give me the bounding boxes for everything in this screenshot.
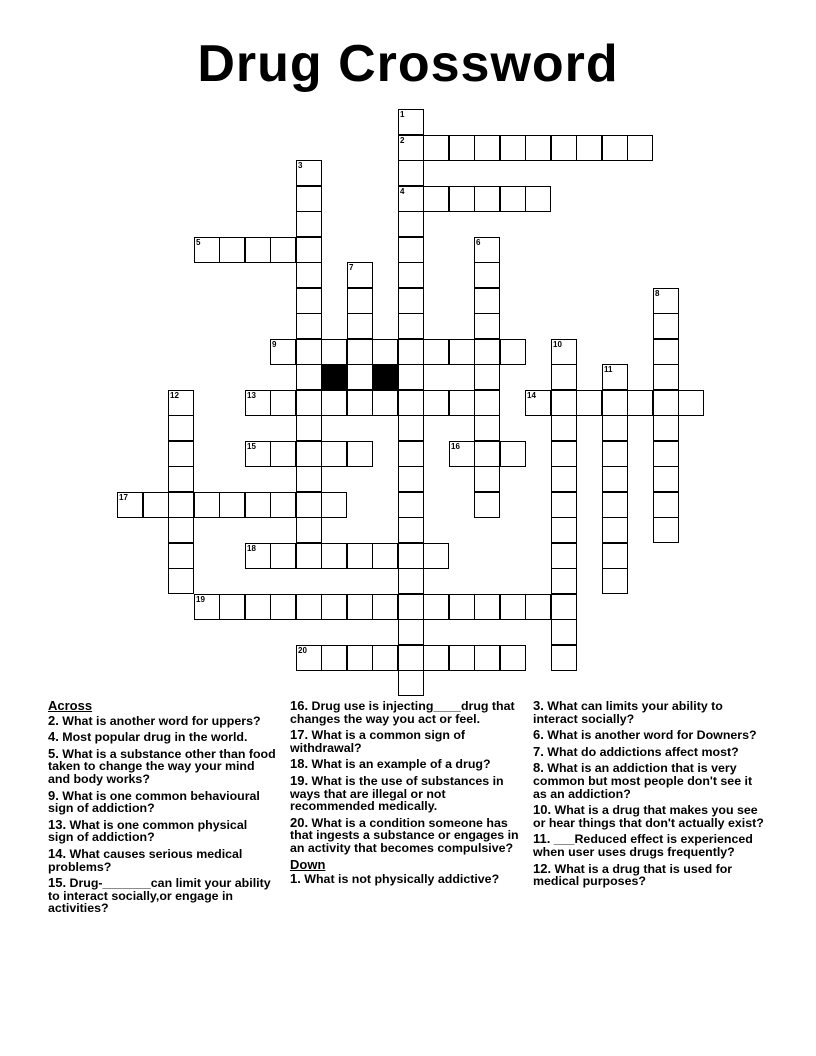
- grid-cell[interactable]: [525, 390, 551, 416]
- grid-cell[interactable]: [551, 390, 577, 416]
- grid-cell[interactable]: [449, 135, 475, 161]
- grid-cell[interactable]: [398, 543, 424, 569]
- clue-item: [48, 816, 276, 845]
- grid-cell[interactable]: [474, 466, 500, 492]
- clue-text: What can limits your ability to interact socially?: [533, 699, 723, 726]
- grid-cell[interactable]: [398, 670, 424, 696]
- grid-cell[interactable]: [296, 313, 322, 339]
- clue-number: 9: [272, 340, 277, 349]
- grid-cell[interactable]: [168, 492, 194, 518]
- grid-cell[interactable]: [168, 390, 194, 416]
- clue-number: 6: [476, 238, 481, 247]
- grid-cell[interactable]: [296, 262, 322, 288]
- clue-label: 12.: [533, 860, 552, 876]
- clue-number: 3: [298, 161, 303, 170]
- grid-cell[interactable]: [270, 339, 296, 365]
- clue-item: [48, 745, 276, 786]
- grid-cell[interactable]: [551, 645, 577, 671]
- grid-cell[interactable]: [398, 211, 424, 237]
- clue-item: [48, 845, 276, 874]
- clue-item: [48, 877, 276, 915]
- clue-number: 1: [400, 110, 405, 119]
- clue-item: [290, 758, 522, 771]
- grid-cell[interactable]: [347, 543, 373, 569]
- clue-number: 15: [247, 442, 256, 451]
- grid-cell[interactable]: [474, 237, 500, 263]
- grid-cell[interactable]: [525, 135, 551, 161]
- grid-cell[interactable]: [398, 619, 424, 645]
- grid-cell[interactable]: [602, 492, 628, 518]
- clue-text: What is not physically addictive?: [300, 872, 500, 887]
- clue-label: 17.: [290, 727, 309, 743]
- grid-cell[interactable]: [500, 339, 526, 365]
- clue-text: What is another word for uppers?: [58, 713, 261, 728]
- clue-text: What is a drug that makes you see or hear things that don't actually exist?: [533, 803, 764, 830]
- clue-item: [290, 772, 522, 814]
- grid-cell[interactable]: [474, 415, 500, 441]
- clue-item: [48, 731, 276, 744]
- grid-cell[interactable]: [372, 645, 398, 671]
- grid-cell[interactable]: [398, 109, 424, 135]
- clue-label: 4.: [48, 729, 59, 745]
- grid-cell[interactable]: [423, 135, 449, 161]
- grid-cell[interactable]: [423, 543, 449, 569]
- grid-cell[interactable]: [551, 364, 577, 390]
- clue-number: 17: [119, 493, 128, 502]
- grid-cell[interactable]: [219, 594, 245, 620]
- grid-cell[interactable]: [602, 415, 628, 441]
- clue-item: [533, 860, 765, 889]
- clue-number: 4: [400, 187, 405, 196]
- grid-cell[interactable]: [347, 313, 373, 339]
- grid-cell[interactable]: [525, 186, 551, 212]
- grid-cell[interactable]: [500, 441, 526, 467]
- clue-item: [533, 729, 765, 742]
- clue-column-3: [533, 700, 765, 892]
- grid-cell[interactable]: [602, 466, 628, 492]
- grid-cell[interactable]: [602, 517, 628, 543]
- grid-cell[interactable]: [474, 186, 500, 212]
- grid-cell[interactable]: [525, 594, 551, 620]
- grid-cell[interactable]: [398, 390, 424, 416]
- grid-cell[interactable]: [627, 135, 653, 161]
- grid-cell[interactable]: [627, 390, 653, 416]
- clue-column-1: [48, 700, 276, 919]
- grid-cell[interactable]: [347, 390, 373, 416]
- grid-cell[interactable]: [347, 364, 373, 390]
- clue-number: 20: [298, 646, 307, 655]
- grid-cell[interactable]: [602, 568, 628, 594]
- clue-number: 2: [400, 136, 405, 145]
- grid-cell[interactable]: [653, 339, 679, 365]
- grid-cell[interactable]: [398, 135, 424, 161]
- clue-number: 12: [170, 391, 179, 400]
- grid-cell[interactable]: [653, 415, 679, 441]
- grid-cell[interactable]: [449, 390, 475, 416]
- clue-label: 20.: [290, 814, 309, 830]
- grid-cell[interactable]: [296, 415, 322, 441]
- grid-cell[interactable]: [398, 288, 424, 314]
- clue-number: 5: [196, 238, 201, 247]
- grid-cell[interactable]: [347, 262, 373, 288]
- clue-number: 11: [604, 365, 613, 374]
- grid-cell[interactable]: [296, 237, 322, 263]
- grid-cell[interactable]: [551, 594, 577, 620]
- grid-cell[interactable]: [398, 415, 424, 441]
- grid-cell[interactable]: [602, 364, 628, 390]
- clue-text: What is an addiction that is very common but most people don't see it as an addiction?: [533, 761, 753, 801]
- grid-cell[interactable]: [296, 288, 322, 314]
- grid-cell[interactable]: [296, 186, 322, 212]
- grid-cell[interactable]: [347, 645, 373, 671]
- grid-cell[interactable]: [602, 390, 628, 416]
- grid-cell[interactable]: [474, 594, 500, 620]
- grid-cell[interactable]: [270, 492, 296, 518]
- grid-cell[interactable]: [423, 390, 449, 416]
- grid-cell[interactable]: [372, 594, 398, 620]
- clue-text: ___Reduced effect is experienced when user uses drugs frequently?: [533, 832, 753, 859]
- grid-cell[interactable]: [168, 441, 194, 467]
- clue-label: 18.: [290, 756, 309, 772]
- grid-cell[interactable]: [245, 441, 271, 467]
- grid-cell[interactable]: [321, 543, 347, 569]
- grid-cell[interactable]: [653, 517, 679, 543]
- grid-cell[interactable]: [245, 492, 271, 518]
- clue-item: [48, 712, 276, 728]
- grid-cell[interactable]: [449, 186, 475, 212]
- grid-cell[interactable]: [551, 415, 577, 441]
- grid-cell[interactable]: [678, 390, 704, 416]
- grid-cell[interactable]: [168, 543, 194, 569]
- grid-cell[interactable]: [219, 492, 245, 518]
- grid-cell[interactable]: [194, 492, 220, 518]
- grid-cell[interactable]: [347, 594, 373, 620]
- clue-text: What is one common behavioural sign of addiction?: [48, 788, 260, 816]
- clue-number: 16: [451, 442, 460, 451]
- clue-label: 1.: [290, 871, 301, 887]
- grid-cell[interactable]: [500, 645, 526, 671]
- clue-item: [290, 814, 522, 855]
- grid-cell[interactable]: [296, 543, 322, 569]
- clue-number: 8: [655, 289, 660, 298]
- grid-cell[interactable]: [168, 568, 194, 594]
- grid-cell[interactable]: [296, 339, 322, 365]
- clue-label: 15.: [48, 875, 67, 891]
- grid-cell[interactable]: [398, 441, 424, 467]
- grid-cell[interactable]: [576, 390, 602, 416]
- grid-cell[interactable]: [296, 364, 322, 390]
- clue-text: What is a drug that is used for medical purposes?: [533, 861, 733, 889]
- grid-cell[interactable]: [398, 517, 424, 543]
- grid-cell[interactable]: [143, 492, 169, 518]
- clue-text: What is another word for Downers?: [543, 728, 757, 743]
- clue-item: [533, 762, 765, 800]
- grid-cell[interactable]: [398, 568, 424, 594]
- grid-cell[interactable]: [551, 135, 577, 161]
- grid-cell[interactable]: [500, 594, 526, 620]
- clue-label: 8.: [533, 760, 544, 776]
- grid-cell[interactable]: [245, 543, 271, 569]
- grid-cell[interactable]: [449, 441, 475, 467]
- clue-item: [290, 729, 522, 754]
- grid-cell[interactable]: [321, 339, 347, 365]
- grid-cell[interactable]: [168, 466, 194, 492]
- clue-column-2: [290, 700, 522, 890]
- grid-cell[interactable]: [347, 339, 373, 365]
- clue-text: What is a substance other than food taken to change the way your mind and body works?: [48, 746, 276, 786]
- grid-cell[interactable]: [398, 160, 424, 186]
- page-title: Drug Crossword: [197, 35, 619, 93]
- grid-cell[interactable]: [474, 288, 500, 314]
- grid-cell[interactable]: [270, 390, 296, 416]
- grid-cell[interactable]: [551, 568, 577, 594]
- clue-text: What is an example of a drug?: [308, 757, 491, 772]
- grid-cell[interactable]: [602, 543, 628, 569]
- grid-cell[interactable]: [423, 339, 449, 365]
- grid-cell[interactable]: [551, 466, 577, 492]
- grid-cell[interactable]: [474, 313, 500, 339]
- grid-cell[interactable]: [423, 594, 449, 620]
- clue-number: 19: [196, 595, 205, 604]
- grid-cell[interactable]: [194, 594, 220, 620]
- grid-cell[interactable]: [551, 543, 577, 569]
- clue-label: 6.: [533, 727, 544, 743]
- grid-cell[interactable]: [168, 415, 194, 441]
- clue-label: 11.: [533, 831, 551, 847]
- clue-text: Drug-_______can limit your ability to interact socially,or engage in activities?: [48, 876, 271, 916]
- grid-cell[interactable]: [372, 339, 398, 365]
- grid-cell[interactable]: [500, 135, 526, 161]
- grid-cell[interactable]: [551, 619, 577, 645]
- grid-cell[interactable]: [474, 441, 500, 467]
- grid-cell[interactable]: [653, 466, 679, 492]
- grid-cell[interactable]: [321, 645, 347, 671]
- grid-cell[interactable]: [270, 237, 296, 263]
- grid-cell[interactable]: [321, 492, 347, 518]
- clue-text: What is the use of substances in ways that are illegal or not recommended medically.: [290, 773, 504, 814]
- clue-label: 19.: [290, 772, 309, 788]
- grid-cell[interactable]: [398, 364, 424, 390]
- grid-cell[interactable]: [653, 288, 679, 314]
- grid-cell[interactable]: [474, 135, 500, 161]
- grid-cell[interactable]: [296, 466, 322, 492]
- grid-cell[interactable]: [423, 645, 449, 671]
- grid-cell[interactable]: [653, 441, 679, 467]
- grid-cell[interactable]: [449, 339, 475, 365]
- grid-cell[interactable]: [321, 594, 347, 620]
- grid-cell[interactable]: [474, 492, 500, 518]
- grid-cell[interactable]: [372, 390, 398, 416]
- down-heading: Down: [290, 856, 326, 872]
- clue-item: [533, 804, 765, 829]
- grid-cell[interactable]: [321, 390, 347, 416]
- grid-cell[interactable]: [296, 645, 322, 671]
- grid-cell[interactable]: [474, 390, 500, 416]
- clue-label: 9.: [48, 787, 59, 803]
- grid-cell[interactable]: [321, 441, 347, 467]
- grid-cell[interactable]: [576, 135, 602, 161]
- grid-cell[interactable]: [551, 441, 577, 467]
- clue-label: 7.: [533, 743, 544, 759]
- grid-cell[interactable]: [551, 492, 577, 518]
- grid-cell[interactable]: [398, 339, 424, 365]
- clue-label: 5.: [48, 745, 59, 761]
- clue-number: 18: [247, 544, 256, 553]
- black-cell: [321, 364, 347, 390]
- clue-text: Most popular drug in the world.: [58, 730, 248, 745]
- grid-cell[interactable]: [398, 466, 424, 492]
- clue-text: What causes serious medical problems?: [48, 846, 243, 874]
- grid-cell[interactable]: [474, 645, 500, 671]
- grid-cell[interactable]: [296, 160, 322, 186]
- grid-cell[interactable]: [117, 492, 143, 518]
- clue-label: 14.: [48, 845, 67, 861]
- grid-cell[interactable]: [398, 186, 424, 212]
- grid-cell[interactable]: [423, 186, 449, 212]
- grid-cell[interactable]: [296, 441, 322, 467]
- grid-cell[interactable]: [398, 262, 424, 288]
- clue-label: 10.: [533, 802, 552, 818]
- grid-cell[interactable]: [474, 364, 500, 390]
- grid-cell[interactable]: [296, 594, 322, 620]
- clue-item: [533, 833, 765, 858]
- grid-cell[interactable]: [653, 492, 679, 518]
- grid-cell[interactable]: [296, 390, 322, 416]
- grid-cell[interactable]: [245, 390, 271, 416]
- grid-cell[interactable]: [347, 288, 373, 314]
- clue-item: [533, 700, 765, 725]
- grid-cell[interactable]: [602, 441, 628, 467]
- grid-cell[interactable]: [602, 135, 628, 161]
- clue-number: 7: [349, 263, 354, 272]
- grid-cell[interactable]: [474, 339, 500, 365]
- grid-cell[interactable]: [296, 211, 322, 237]
- grid-cell[interactable]: [245, 594, 271, 620]
- grid-cell[interactable]: [653, 390, 679, 416]
- grid-cell[interactable]: [500, 186, 526, 212]
- grid-cell[interactable]: [296, 517, 322, 543]
- grid-cell[interactable]: [270, 441, 296, 467]
- grid-cell[interactable]: [398, 492, 424, 518]
- clue-number: 13: [247, 391, 256, 400]
- grid-cell[interactable]: [653, 313, 679, 339]
- grid-cell[interactable]: [194, 237, 220, 263]
- black-cell: [372, 364, 398, 390]
- clue-text: What is one common physical sign of addiction?: [48, 817, 248, 845]
- grid-cell[interactable]: [551, 517, 577, 543]
- clue-number: 14: [527, 391, 536, 400]
- clue-label: 16.: [290, 698, 309, 713]
- across-heading: Across: [48, 698, 93, 713]
- clue-label: 3.: [533, 698, 544, 713]
- grid-cell[interactable]: [372, 543, 398, 569]
- clue-text: What is a common sign of withdrawal?: [290, 728, 466, 755]
- clue-label: 2.: [48, 712, 59, 728]
- clue-item: [290, 700, 522, 725]
- grid-cell[interactable]: [653, 364, 679, 390]
- grid-cell[interactable]: [398, 645, 424, 671]
- grid-cell[interactable]: [551, 339, 577, 365]
- grid-cell[interactable]: [245, 237, 271, 263]
- grid-cell[interactable]: [296, 492, 322, 518]
- clue-text: Drug use is injecting____drug that changes the way you act or feel.: [290, 699, 515, 726]
- grid-cell[interactable]: [449, 594, 475, 620]
- clue-item: [290, 873, 522, 886]
- clue-text: What do addictions affect most?: [543, 744, 739, 759]
- grid-cell[interactable]: [398, 237, 424, 263]
- grid-cell[interactable]: [474, 262, 500, 288]
- clue-text: What is a condition someone has that ingests a substance or engages in an activity that becomes compulsive?: [290, 815, 519, 855]
- grid-cell[interactable]: [347, 441, 373, 467]
- grid-cell[interactable]: [398, 594, 424, 620]
- grid-cell[interactable]: [270, 594, 296, 620]
- clue-label: 13.: [48, 816, 67, 832]
- grid-cell[interactable]: [168, 517, 194, 543]
- clue-item: [48, 787, 276, 816]
- grid-cell[interactable]: [449, 645, 475, 671]
- clue-item: [533, 743, 765, 759]
- clue-number: 10: [553, 340, 562, 349]
- grid-cell[interactable]: [219, 237, 245, 263]
- grid-cell[interactable]: [398, 313, 424, 339]
- grid-cell[interactable]: [270, 543, 296, 569]
